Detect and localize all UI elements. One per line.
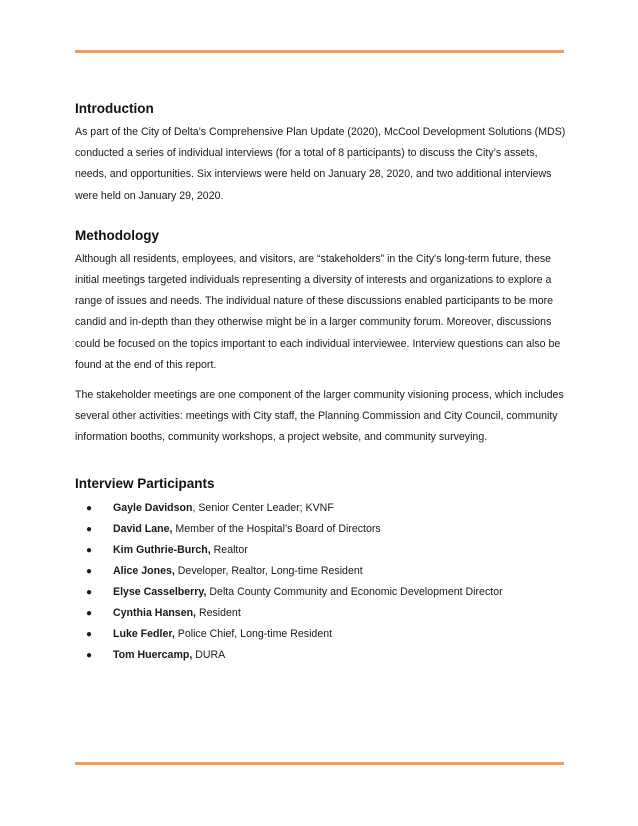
participant-name: Gayle Davidson — [113, 501, 193, 514]
participant-name: David Lane, — [113, 522, 173, 535]
list-item — [75, 582, 567, 603]
top-divider — [75, 50, 564, 53]
participant-role: Resident — [196, 607, 241, 620]
methodology-heading: Methodology — [75, 227, 159, 243]
introduction-paragraph: As part of the City of Delta’s Comprehensive Plan Update (2020), McCool Development Solutions (MDS) conducted a series of individual interviews (for a total of 8 participants) to discuss the City’s assets, needs, and opportunities. Six interviews were held on January 28, 2020, and two additional interviews were held on January 29, 2020. — [75, 126, 566, 202]
list-item — [75, 519, 567, 540]
bullet-icon: ● — [86, 629, 93, 641]
bullet-icon: ● — [86, 523, 93, 535]
methodology-paragraph-1: Although all residents, employees, and visitors, are “stakeholders” in the City's long-term future, these initial meetings targeted individuals representing a diversity of interests and organizations to explore a range of issues and needs. The individual nature of these discussions enabled participants to be more candid and in-depth than they otherwise might be in a larger community forum. Moreover, discussions could be focused on the topics important to each individual interviewee. Interview questions can also be found at the end of this report. — [75, 252, 561, 371]
participant-name: Luke Fedler, — [113, 628, 175, 641]
participant-name: Kim Guthrie-Burch, — [113, 543, 211, 556]
bullet-icon: ● — [86, 544, 93, 556]
bullet-icon: ● — [86, 587, 93, 599]
participant-role: Realtor — [210, 543, 248, 556]
participant-name: Tom Huercamp, — [113, 649, 193, 662]
introduction-heading: Introduction — [75, 101, 154, 116]
bullet-icon: ● — [86, 565, 93, 577]
list-item — [75, 540, 567, 561]
list-item — [75, 561, 567, 582]
participant-role: , Senior Center Leader; KVNF — [192, 501, 334, 514]
list-item — [75, 624, 567, 645]
list-item — [75, 603, 567, 624]
participant-name: Elyse Casselberry, — [113, 586, 207, 599]
participant-role: Developer, Realtor, Long-time Resident — [174, 564, 363, 577]
participant-role: Delta County Community and Economic Development Director — [206, 586, 503, 599]
list-item — [75, 498, 567, 519]
participant-role: Member of the Hospital’s Board of Directors — [172, 522, 381, 535]
participant-role: DURA — [192, 649, 226, 662]
participants-heading: Interview Participants — [75, 475, 215, 491]
participant-name: Cynthia Hansen, — [113, 607, 197, 620]
participants-list — [75, 498, 567, 667]
bullet-icon: ● — [86, 608, 93, 620]
list-item — [75, 645, 567, 666]
methodology-paragraph-2: The stakeholder meetings are one component of the larger community visioning process, which includes several other activities: meetings with City staff, the Planning Commission and City Council, community information booths, community workshops, a project website, and community surveying. — [75, 389, 564, 444]
participant-role: Police Chief, Long-time Resident — [174, 628, 333, 641]
bullet-icon: ● — [86, 650, 93, 662]
document-body — [75, 100, 567, 666]
bullet-icon: ● — [86, 502, 93, 514]
participant-name: Alice Jones, — [113, 564, 175, 577]
bottom-divider — [75, 762, 564, 765]
